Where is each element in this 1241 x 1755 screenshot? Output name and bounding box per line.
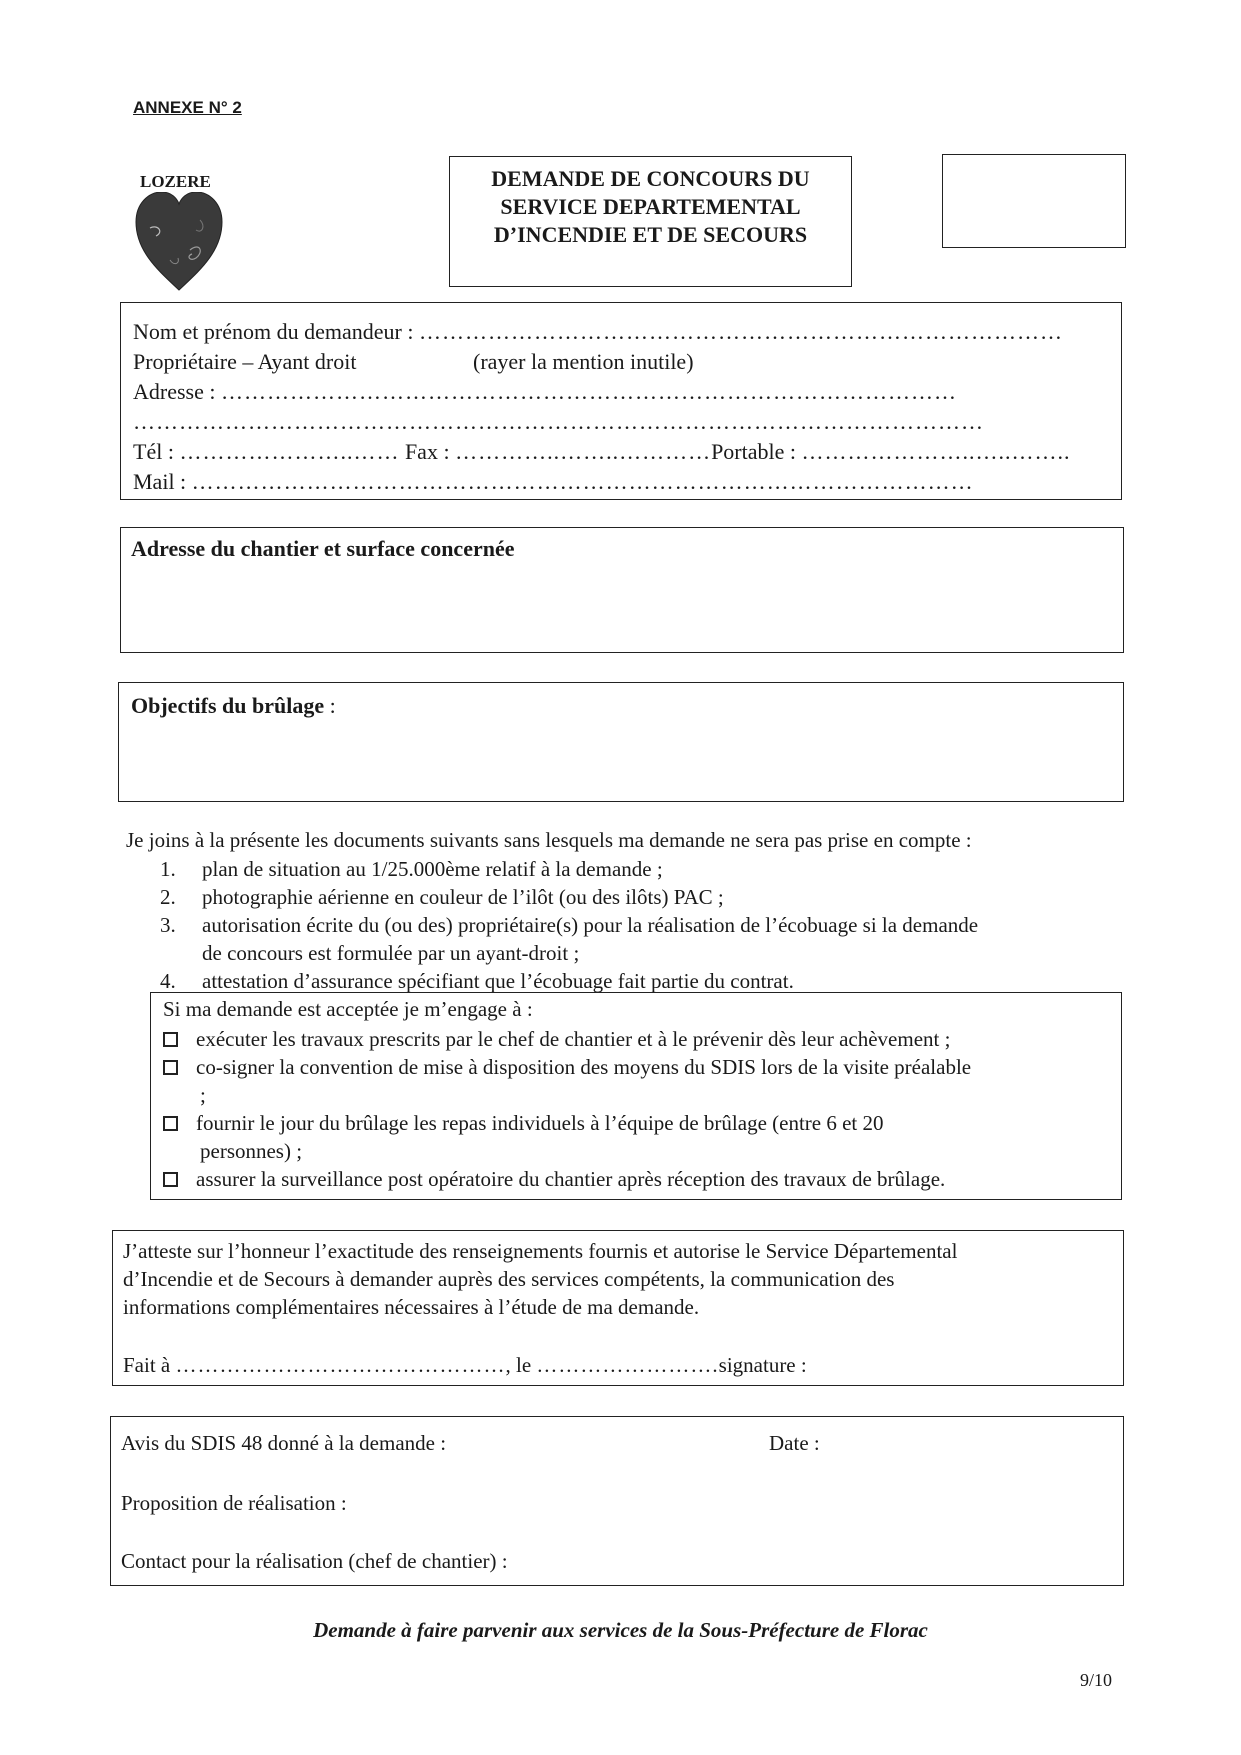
address-label: Adresse : bbox=[133, 379, 216, 404]
title-line: SERVICE DEPARTEMENTAL bbox=[500, 194, 801, 219]
commitment-checkbox[interactable] bbox=[163, 1060, 178, 1075]
document-item-number: 3. bbox=[160, 913, 176, 937]
commitment-text: co-signer la convention de mise à disposition des moyens du SDIS lors de la visite préalable bbox=[196, 1055, 972, 1079]
site-address-box[interactable] bbox=[120, 527, 1124, 653]
objectives-box[interactable] bbox=[118, 682, 1124, 802]
commitment-checkbox[interactable] bbox=[163, 1172, 178, 1187]
fax-field[interactable]: …………..……..………… bbox=[455, 439, 712, 464]
attestation-line: J’atteste sur l’honneur l’exactitude des renseignements fournis et autorise le Service Départemental bbox=[123, 1239, 958, 1263]
document-item bbox=[160, 911, 1120, 967]
document-item-number: 1. bbox=[160, 857, 176, 881]
fax-label: Fax : bbox=[404, 439, 450, 464]
sdis-contact-label: Contact pour la réalisation (chef de chantier) : bbox=[121, 1549, 508, 1573]
commitment-text: assurer la surveillance post opératoire du chantier après réception des travaux de brûlage. bbox=[196, 1167, 946, 1191]
tel-field[interactable]: …………………..…… bbox=[179, 439, 400, 464]
logo-text: LOZERE bbox=[140, 172, 211, 191]
title-line: D’INCENDIE ET DE SECOURS bbox=[493, 222, 808, 247]
address-field-line-2[interactable]: ………………………………………………………………………………………………… bbox=[133, 409, 984, 434]
document-item-text: autorisation écrite du (ou des) propriétaire(s) pour la réalisation de l’écobuage si la demande bbox=[202, 913, 979, 937]
mail-label: Mail : bbox=[133, 469, 187, 494]
mobile-field[interactable]: …………………..…..…….. bbox=[801, 439, 1071, 464]
heart-icon bbox=[130, 180, 228, 300]
commitment-item bbox=[163, 1025, 1113, 1053]
document-item-text: attestation d’assurance spécifiant que l’écobuage fait partie du contrat. bbox=[202, 969, 794, 993]
tel-label: Tél : bbox=[133, 439, 174, 464]
place-label: Fait à bbox=[123, 1353, 171, 1377]
site-address-title: Adresse du chantier et surface concernée bbox=[131, 536, 515, 561]
document-item bbox=[160, 883, 1120, 911]
owner-status-note: (rayer la mention inutile) bbox=[473, 349, 694, 374]
applicant-name-label: Nom et prénom du demandeur : bbox=[133, 319, 414, 344]
commitment-text: exécuter les travaux prescrits par le chef de chantier et à le prévenir dès leur achèvement ; bbox=[196, 1027, 951, 1051]
attestation-line: informations complémentaires nécessaires à l’étude de ma demande. bbox=[123, 1295, 700, 1319]
commitment-item bbox=[163, 1165, 1113, 1193]
date-field[interactable]: ……………………. bbox=[536, 1353, 719, 1377]
commitment-item bbox=[163, 1053, 1113, 1109]
title-line: DEMANDE DE CONCOURS DU bbox=[491, 166, 810, 191]
signature-label: signature : bbox=[718, 1353, 807, 1377]
document-item bbox=[160, 967, 1120, 995]
objectives-title: Objectifs du brûlage bbox=[131, 693, 325, 718]
document-item-number: 2. bbox=[160, 885, 176, 909]
commitment-checkbox[interactable] bbox=[163, 1032, 178, 1047]
commitments-box bbox=[150, 992, 1122, 1200]
date-prefix: , le bbox=[505, 1353, 532, 1377]
attestation-line: d’Incendie et de Secours à demander auprès des services compétents, la communication des bbox=[123, 1267, 895, 1291]
commitment-text: personnes) ; bbox=[200, 1139, 303, 1163]
place-field[interactable]: ……………………………………… bbox=[175, 1353, 506, 1377]
documents-intro: Je joins à la présente les documents suivants sans lesquels ma demande ne sera pas prise en compte : bbox=[126, 828, 972, 852]
attestation-text bbox=[123, 1237, 957, 1321]
document-item bbox=[160, 855, 1120, 883]
page-number: 9/10 bbox=[1080, 1670, 1113, 1690]
sdis-proposal-label: Proposition de réalisation : bbox=[121, 1491, 347, 1515]
address-field[interactable]: …………………………………………………………………………………… bbox=[220, 379, 957, 404]
footer-note: Demande à faire parvenir aux services de la Sous-Préfecture de Florac bbox=[313, 1618, 928, 1642]
document-item-number: 4. bbox=[160, 969, 176, 993]
sdis-opinion-label: Avis du SDIS 48 donné à la demande : bbox=[121, 1431, 447, 1455]
commitment-text: ; bbox=[200, 1083, 206, 1107]
document-item-text: de concours est formulée par un ayant-droit ; bbox=[202, 941, 580, 965]
objectives-colon: : bbox=[324, 693, 336, 718]
applicant-box bbox=[120, 302, 1122, 500]
mail-field[interactable]: ………………………………………………………………………………………… bbox=[191, 469, 974, 494]
mobile-label: Portable : bbox=[711, 439, 796, 464]
registration-box[interactable] bbox=[942, 154, 1126, 248]
department-logo bbox=[130, 166, 228, 286]
document-item-text: plan de situation au 1/25.000ème relatif à la demande ; bbox=[202, 857, 663, 881]
commitment-text: fournir le jour du brûlage les repas individuels à l’équipe de brûlage (entre 6 et 20 bbox=[196, 1111, 884, 1135]
attestation-box bbox=[112, 1230, 1124, 1386]
document-title bbox=[450, 165, 851, 249]
commitments-intro: Si ma demande est acceptée je m’engage à : bbox=[163, 997, 533, 1021]
commitment-item bbox=[163, 1109, 1113, 1165]
documents-list bbox=[160, 855, 1120, 995]
title-box bbox=[449, 156, 852, 287]
annex-label: ANNEXE N° 2 bbox=[133, 98, 242, 117]
owner-status-label: Propriétaire – Ayant droit bbox=[133, 349, 357, 374]
document-item-text: photographie aérienne en couleur de l’ilôt (ou des ilôts) PAC ; bbox=[202, 885, 724, 909]
applicant-name-field[interactable]: ………………………………………………………………………… bbox=[418, 319, 1063, 344]
sdis-box bbox=[110, 1416, 1124, 1586]
sdis-date-label: Date : bbox=[769, 1431, 820, 1455]
commitment-checkbox[interactable] bbox=[163, 1116, 178, 1131]
